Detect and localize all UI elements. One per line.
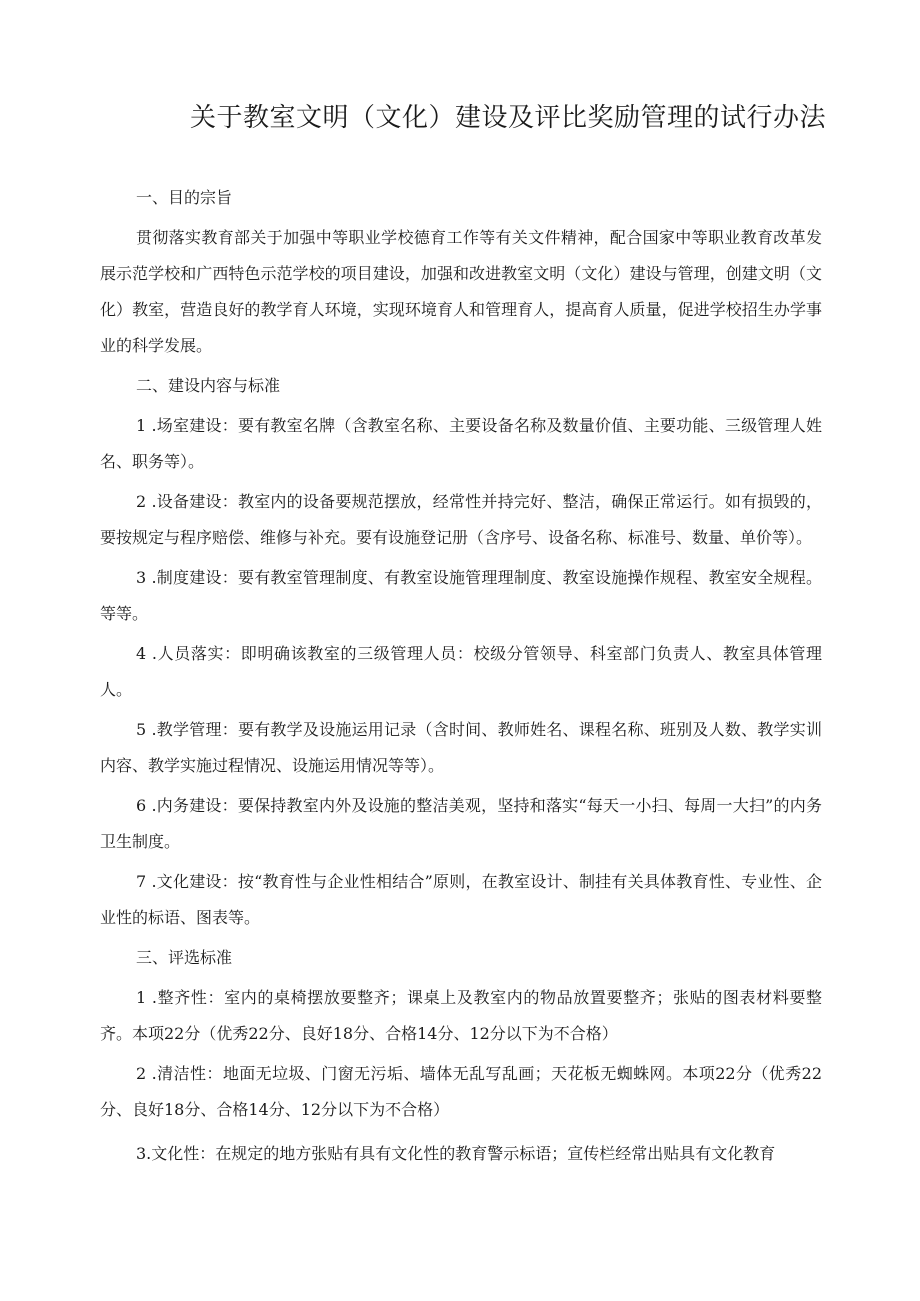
content-item-3: 3 .制度建设：要有教室管理制度、有教室设施管理理制度、教室设施操作规程、教室安全规程。等等。 [100, 568, 822, 623]
purpose-paragraph: 贯彻落实教育部关于加强中等职业学校德育工作等有关文件精神，配合国家中等职业教育改革发展示范学校和广西特色示范学校的项目建设，加强和改进教室文明（文化）建设与管理，创建文明（文化）教室，营造良好的教学育人环境，实现环境育人和管理育人，提高育人质量，促进学校招生办学事业的科学发展。 [100, 228, 822, 355]
content-item-1: 1 .场室建设：要有教室名牌（含教室名称、主要设备名称及数量价值、主要功能、三级管理人姓名、职务等）。 [100, 416, 822, 471]
document-body [100, 180, 822, 1172]
content-item-5: 5 .教学管理：要有教学及设施运用记录（含时间、教师姓名、课程名称、班别及人数、教学实训内容、教学实施过程情况、设施运用情况等等）。 [100, 720, 822, 775]
evaluation-item-1: 1 .整齐性：室内的桌椅摆放要整齐；课桌上及教室内的物品放置要整齐；张贴的图表材料要整齐。本项22分（优秀22分、良好18分、合格14分、12分以下为不合格） [100, 988, 822, 1043]
section-heading-content-standards: 二、建设内容与标准 [136, 376, 281, 395]
content-item-6: 6 .内务建设：要保持教室内外及设施的整洁美观，坚持和落实“每天一小扫、每周一大扫”的内务卫生制度。 [100, 796, 822, 851]
content-item-4: 4 .人员落实：即明确该教室的三级管理人员：校级分管领导、科室部门负责人、教室具体管理人。 [100, 644, 822, 699]
section-heading-evaluation-standards: 三、评选标准 [136, 948, 233, 967]
content-item-7: 7 .文化建设：按“教育性与企业性相结合”原则，在教室设计、制挂有关具体教育性、专业性、企业性的标语、图表等。 [100, 872, 822, 927]
content-item-2: 2 .设备建设：教室内的设备要规范摆放，经常性并持完好、整洁，确保正常运行。如有损毁的，要按规定与程序赔偿、维修与补充。要有设施登记册（含序号、设备名称、标准号、数量、单价等）。 [100, 492, 822, 547]
evaluation-item-3: 3.文化性：在规定的地方张贴有具有文化性的教育警示标语；宣传栏经常出贴具有文化教育 [136, 1144, 776, 1163]
section-heading-purpose: 一、目的宗旨 [136, 188, 233, 207]
evaluation-item-2: 2 .清洁性：地面无垃圾、门窗无污垢、墙体无乱写乱画；天花板无蜘蛛网。本项22分（优秀22分、良好18分、合格14分、12分以下为不合格） [100, 1064, 822, 1119]
document-title: 关于教室文明（文化）建设及评比奖励管理的试行办法 [190, 103, 827, 133]
